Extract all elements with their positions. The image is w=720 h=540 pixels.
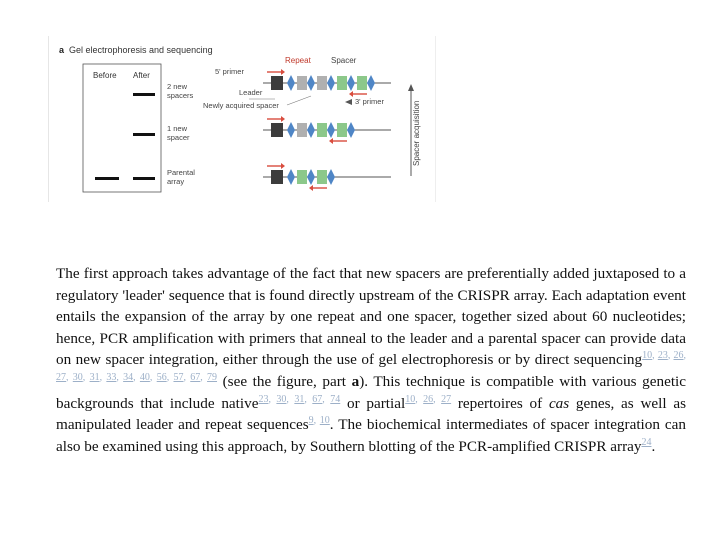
new-spacer-block	[297, 123, 307, 137]
spacer-block	[297, 170, 307, 184]
citation-link[interactable]: 26	[423, 393, 434, 405]
leader-block	[271, 170, 283, 184]
gel-before-label: Before	[93, 71, 117, 80]
gel-band-2-new-spacers	[133, 93, 155, 96]
spacer-acquisition-label: Spacer acquisition	[412, 100, 421, 166]
spacer-block	[337, 123, 347, 137]
citation-link[interactable]: 26	[673, 350, 684, 362]
repeat-unit	[367, 75, 375, 91]
citation-link[interactable]: 30	[276, 393, 287, 405]
panel-title: Gel electrophoresis and sequencing	[69, 45, 213, 55]
new-spacer-block	[317, 76, 327, 90]
new-spacer-label: Newly acquired spacer	[203, 101, 279, 110]
citation-link[interactable]: 31	[294, 393, 305, 405]
citation-link[interactable]: 67	[190, 371, 201, 383]
cas-italic: cas	[548, 394, 570, 412]
citation-link[interactable]: 23	[258, 393, 269, 405]
citation-link[interactable]: 74	[330, 393, 341, 405]
primer5-arrowhead	[281, 69, 285, 75]
citation-link[interactable]: 56	[156, 371, 167, 383]
body-paragraph: The first approach takes advantage of the fact that new spacers are preferentially added juxtaposed to a regulatory 'leader' sequence that is found directly upstream of the CRISPR array. Each adaptation event entails the expansion of the array by one repeat and one spacer, together sized about 60 nucleotides; hence, PCR amplification with primers that anneal to the leader and a parental spacer can provide data on new spacer integration, either through the use of gel electrophoresis or by direct sequencing$^{10, 23, 26, 27, 30, 31, 33, 34, 40, 56, 57, 67, 79}$ (see the figure, part a). This technique is compatible with various genetic backgrounds that include native$^{23, 30, 31, 67, 74}$ or partial$^{10, 26, 27}$ repertoires of cas genes, as well as manipulated leader and repeat sequences$^{9, 10}$. The biochemical intermediates of spacer integration can also be examined using this approach, by Southern blotting of the PCR-amplified CRISPR array$^{24}$.	[56, 265, 687, 455]
citation-link[interactable]: 67	[312, 393, 323, 405]
spacer-block	[337, 76, 347, 90]
gel-band-parental-before	[95, 177, 119, 180]
repeat-unit	[287, 122, 295, 138]
repeat-unit	[287, 75, 295, 91]
repeat-unit	[327, 75, 335, 91]
new-spacer-block	[297, 76, 307, 90]
citation-refs[interactable]	[641, 437, 651, 448]
citation-link[interactable]: 10	[319, 415, 330, 427]
citation-link[interactable]: 30	[72, 371, 83, 383]
repeat-unit	[307, 75, 315, 91]
citation-link[interactable]: 23	[657, 350, 668, 362]
citation-refs[interactable]: 23, 30, 31, 67, 74	[258, 393, 341, 405]
lane-label-1-new-spacer: 1 new spacer	[167, 124, 190, 142]
leader-label: Leader	[239, 88, 263, 97]
repeat-unit	[287, 169, 295, 185]
repeat-unit	[327, 122, 335, 138]
panel-label: a	[59, 45, 65, 55]
citation-refs[interactable]: 10, 23, 26, 27, 30, 31, 33, 34, 40, 56, 57, 67, 79	[56, 350, 686, 383]
repeat-unit	[307, 169, 315, 185]
citation-link[interactable]: 27	[441, 393, 452, 405]
gel-band-1-new-spacer	[133, 133, 155, 136]
spacer-block	[317, 170, 327, 184]
citation-link[interactable]: 34	[123, 371, 134, 383]
repeat-unit	[327, 169, 335, 185]
primer5-arrowhead	[281, 163, 285, 169]
gel-band-parental-after	[133, 177, 155, 180]
citation-link[interactable]: 24	[641, 436, 652, 448]
repeat-label: Repeat	[285, 56, 311, 65]
citation-refs[interactable]: 10, 26, 27	[405, 393, 452, 405]
leader-block	[271, 123, 283, 137]
primer3-arrowhead	[329, 138, 333, 144]
citation-refs[interactable]: 9, 10	[308, 415, 330, 427]
lane-label-2-new-spacers: 2 new spacers	[167, 82, 194, 100]
figure-panel-a	[48, 36, 436, 202]
leader-block	[271, 76, 283, 90]
citation-link[interactable]: 31	[89, 371, 100, 383]
primer3-arrowhead	[349, 91, 353, 97]
gel-after-label: After	[133, 71, 150, 80]
lane-label-parental-array: Parental array	[167, 168, 195, 186]
repeat-unit	[307, 122, 315, 138]
primer3-arrowhead	[309, 185, 313, 191]
primer5-arrowhead	[281, 116, 285, 122]
repeat-unit	[347, 122, 355, 138]
citation-link[interactable]: 79	[207, 371, 218, 383]
citation-link[interactable]: 9	[308, 415, 314, 427]
primer5-label: 5' primer	[215, 67, 244, 76]
spacer-block	[317, 123, 327, 137]
citation-link[interactable]: 27	[56, 371, 66, 383]
citation-link[interactable]: 33	[106, 371, 117, 383]
citation-link[interactable]: 57	[173, 371, 184, 383]
citation-link[interactable]: 40	[139, 371, 150, 383]
repeat-unit	[347, 75, 355, 91]
figure-part-ref: a	[351, 372, 360, 390]
citation-link[interactable]: 10	[642, 350, 653, 362]
primer3-label: 3' primer	[355, 97, 384, 106]
citation-link[interactable]: 10	[405, 393, 416, 405]
spacer-block	[357, 76, 367, 90]
spacer-label: Spacer	[331, 56, 357, 65]
gel-box	[83, 64, 161, 192]
